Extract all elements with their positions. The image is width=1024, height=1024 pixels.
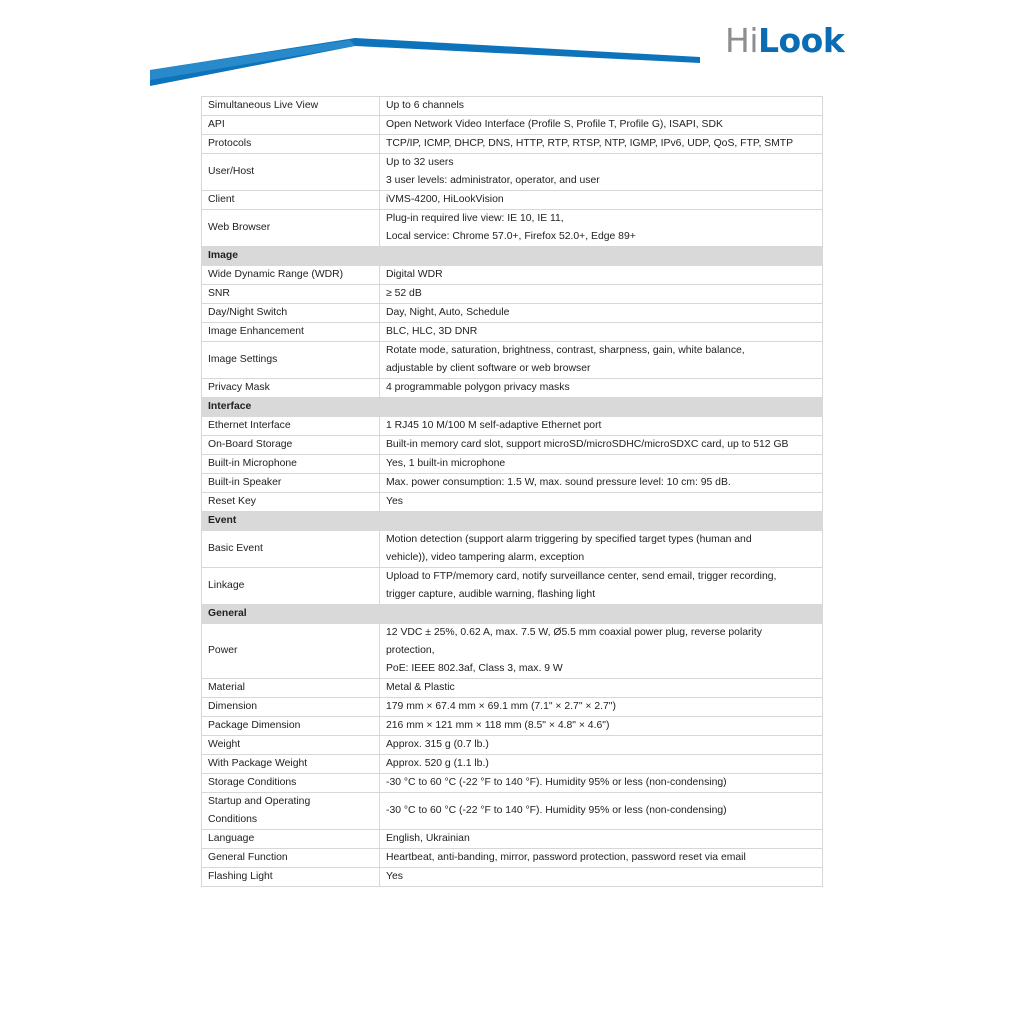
spec-label xyxy=(202,474,380,493)
spec-row xyxy=(202,830,823,849)
spec-row xyxy=(202,531,823,568)
spec-value xyxy=(380,304,823,323)
spec-value xyxy=(380,455,823,474)
spec-label-line: User/Host xyxy=(208,166,255,177)
spec-value xyxy=(380,717,823,736)
spec-label xyxy=(202,191,380,210)
spec-row xyxy=(202,379,823,398)
spec-value xyxy=(380,568,823,605)
spec-row xyxy=(202,285,823,304)
section-title-text: Event xyxy=(208,515,237,526)
specification-table xyxy=(201,96,823,887)
spec-value xyxy=(380,493,823,512)
spec-row xyxy=(202,97,823,116)
spec-value xyxy=(380,531,823,568)
spec-value-line: Local service: Chrome 57.0+, Firefox 52.0+, Edge 89+ xyxy=(386,231,636,242)
spec-label-line: Power xyxy=(208,645,238,656)
spec-row xyxy=(202,568,823,605)
spec-label xyxy=(202,210,380,247)
spec-value xyxy=(380,210,823,247)
spec-row xyxy=(202,135,823,154)
spec-value-line: -30 °C to 60 °C (-22 °F to 140 °F). Humidity 95% or less (non-condensing) xyxy=(386,805,727,816)
spec-value-line: trigger capture, audible warning, flashing light xyxy=(386,589,596,600)
section-title xyxy=(202,512,823,531)
spec-label-line: General Function xyxy=(208,852,288,863)
spec-label xyxy=(202,736,380,755)
spec-value xyxy=(380,755,823,774)
spec-row xyxy=(202,116,823,135)
spec-value-line: Up to 32 users xyxy=(386,157,454,168)
spec-label-line: Client xyxy=(208,194,235,205)
spec-value-line: PoE: IEEE 802.3af, Class 3, max. 9 W xyxy=(386,663,563,674)
spec-value-line: Approx. 315 g (0.7 lb.) xyxy=(386,739,489,750)
spec-label-line: Flashing Light xyxy=(208,871,273,882)
spec-value xyxy=(380,154,823,191)
spec-label-line: API xyxy=(208,119,225,130)
logo-text-hi: Hi xyxy=(725,21,758,60)
section-header-row xyxy=(202,605,823,624)
section-title-text: Interface xyxy=(208,401,252,412)
spec-value-line: Rotate mode, saturation, brightness, contrast, sharpness, gain, white balance, xyxy=(386,345,745,356)
spec-value-line: Built-in memory card slot, support microSD/microSDHC/microSDXC card, up to 512 GB xyxy=(386,439,789,450)
spec-value xyxy=(380,849,823,868)
spec-label xyxy=(202,135,380,154)
spec-value-line: Day, Night, Auto, Schedule xyxy=(386,307,510,318)
spec-row xyxy=(202,455,823,474)
spec-value-line: 179 mm × 67.4 mm × 69.1 mm (7.1" × 2.7" × 2.7") xyxy=(386,701,616,712)
spec-label xyxy=(202,116,380,135)
spec-value-line: Plug-in required live view: IE 10, IE 11, xyxy=(386,213,564,224)
spec-label xyxy=(202,849,380,868)
spec-label xyxy=(202,830,380,849)
spec-label-line: With Package Weight xyxy=(208,758,308,769)
spec-label-line: Storage Conditions xyxy=(208,777,297,788)
section-title xyxy=(202,605,823,624)
spec-value-line: 216 mm × 121 mm × 118 mm (8.5" × 4.8" × 4.6") xyxy=(386,720,610,731)
spec-value-line: protection, xyxy=(386,645,435,656)
spec-label xyxy=(202,455,380,474)
spec-label-line: Conditions xyxy=(208,814,258,825)
spec-label xyxy=(202,379,380,398)
spec-label xyxy=(202,624,380,679)
spec-row xyxy=(202,154,823,191)
spec-row xyxy=(202,717,823,736)
spec-label-line: Built-in Microphone xyxy=(208,458,297,469)
spec-value-line: Motion detection (support alarm triggering by specified target types (human and xyxy=(386,534,752,545)
spec-label-line: Image Enhancement xyxy=(208,326,304,337)
spec-label xyxy=(202,717,380,736)
spec-label xyxy=(202,154,380,191)
spec-value xyxy=(380,624,823,679)
spec-value-line: 4 programmable polygon privacy masks xyxy=(386,382,570,393)
header-swoosh-graphic xyxy=(0,0,720,90)
spec-value-line: vehicle)), video tampering alarm, exception xyxy=(386,552,585,563)
spec-value-line: Upload to FTP/memory card, notify surveillance center, send email, trigger recording, xyxy=(386,571,777,582)
spec-label xyxy=(202,436,380,455)
spec-label-line: SNR xyxy=(208,288,230,299)
spec-row xyxy=(202,755,823,774)
spec-label xyxy=(202,266,380,285)
spec-label xyxy=(202,755,380,774)
spec-value xyxy=(380,285,823,304)
spec-value-line: Up to 6 channels xyxy=(386,100,464,111)
spec-row xyxy=(202,266,823,285)
spec-row xyxy=(202,698,823,717)
spec-value-line: Metal & Plastic xyxy=(386,682,455,693)
logo-text-look: Look xyxy=(757,21,845,60)
spec-value xyxy=(380,342,823,379)
spec-row xyxy=(202,736,823,755)
spec-value-line: BLC, HLC, 3D DNR xyxy=(386,326,478,337)
spec-label-line: On-Board Storage xyxy=(208,439,293,450)
spec-row xyxy=(202,868,823,887)
spec-label xyxy=(202,342,380,379)
section-title xyxy=(202,398,823,417)
spec-value-line: Open Network Video Interface (Profile S, Profile T, Profile G), ISAPI, SDK xyxy=(386,119,723,130)
spec-row xyxy=(202,679,823,698)
spec-value xyxy=(380,417,823,436)
spec-label-line: Linkage xyxy=(208,580,245,591)
spec-label-line: Wide Dynamic Range (WDR) xyxy=(208,269,344,280)
spec-value xyxy=(380,830,823,849)
spec-label-line: Image Settings xyxy=(208,354,278,365)
spec-label xyxy=(202,568,380,605)
spec-label-line: Built-in Speaker xyxy=(208,477,282,488)
spec-value-line: Yes, 1 built-in microphone xyxy=(386,458,506,469)
spec-label-line: Material xyxy=(208,682,245,693)
spec-label-line: Day/Night Switch xyxy=(208,307,288,318)
spec-value-line: -30 °C to 60 °C (-22 °F to 140 °F). Humidity 95% or less (non-condensing) xyxy=(386,777,727,788)
spec-label xyxy=(202,679,380,698)
spec-row xyxy=(202,210,823,247)
spec-value-line: Approx. 520 g (1.1 lb.) xyxy=(386,758,489,769)
spec-value xyxy=(380,379,823,398)
section-header-row xyxy=(202,398,823,417)
spec-value-line: Yes xyxy=(386,871,403,882)
spec-value-line: iVMS-4200, HiLookVision xyxy=(386,194,504,205)
hilook-logo xyxy=(725,21,845,60)
spec-value-line: Max. power consumption: 1.5 W, max. sound pressure level: 10 cm: 95 dB. xyxy=(386,477,731,488)
spec-value xyxy=(380,793,823,830)
spec-label xyxy=(202,323,380,342)
spec-label-line: Package Dimension xyxy=(208,720,301,731)
spec-row xyxy=(202,849,823,868)
spec-row xyxy=(202,304,823,323)
spec-value xyxy=(380,436,823,455)
section-title xyxy=(202,247,823,266)
spec-row xyxy=(202,774,823,793)
section-title-text: General xyxy=(208,608,247,619)
section-header-row xyxy=(202,512,823,531)
spec-row xyxy=(202,342,823,379)
spec-label-line: Basic Event xyxy=(208,543,263,554)
spec-value-line: 3 user levels: administrator, operator, and user xyxy=(386,175,600,186)
spec-row xyxy=(202,417,823,436)
spec-value xyxy=(380,868,823,887)
spec-label-line: Dimension xyxy=(208,701,258,712)
spec-value xyxy=(380,679,823,698)
spec-value xyxy=(380,135,823,154)
spec-label-line: Privacy Mask xyxy=(208,382,270,393)
spec-label xyxy=(202,97,380,116)
spec-label xyxy=(202,417,380,436)
spec-value-line: Heartbeat, anti-banding, mirror, password protection, password reset via email xyxy=(386,852,746,863)
spec-value xyxy=(380,191,823,210)
spec-label-line: Reset Key xyxy=(208,496,256,507)
spec-value-line: ≥ 52 dB xyxy=(386,288,422,299)
spec-label xyxy=(202,304,380,323)
spec-row xyxy=(202,624,823,679)
spec-value xyxy=(380,266,823,285)
spec-row xyxy=(202,493,823,512)
section-title-text: Image xyxy=(208,250,239,261)
spec-value xyxy=(380,116,823,135)
spec-row xyxy=(202,191,823,210)
spec-row xyxy=(202,474,823,493)
spec-label xyxy=(202,285,380,304)
spec-label-line: Weight xyxy=(208,739,241,750)
spec-label-line: Startup and Operating xyxy=(208,796,311,807)
spec-label-line: Web Browser xyxy=(208,222,271,233)
spec-value xyxy=(380,698,823,717)
spec-label-line: Language xyxy=(208,833,255,844)
spec-value-line: English, Ukrainian xyxy=(386,833,470,844)
spec-label-line: Ethernet Interface xyxy=(208,420,291,431)
spec-value-line: 12 VDC ± 25%, 0.62 A, max. 7.5 W, Ø5.5 mm coaxial power plug, reverse polarity xyxy=(386,627,762,638)
spec-label xyxy=(202,774,380,793)
spec-value xyxy=(380,736,823,755)
spec-value xyxy=(380,474,823,493)
spec-row xyxy=(202,793,823,830)
spec-label xyxy=(202,531,380,568)
spec-value-line: adjustable by client software or web browser xyxy=(386,363,591,374)
spec-row xyxy=(202,323,823,342)
spec-row xyxy=(202,436,823,455)
spec-value-line: Yes xyxy=(386,496,403,507)
spec-label xyxy=(202,698,380,717)
spec-value xyxy=(380,774,823,793)
specification-table-body xyxy=(202,97,823,887)
spec-label xyxy=(202,793,380,830)
section-header-row xyxy=(202,247,823,266)
spec-label xyxy=(202,868,380,887)
spec-value-line: 1 RJ45 10 M/100 M self-adaptive Ethernet port xyxy=(386,420,602,431)
spec-label-line: Protocols xyxy=(208,138,252,149)
spec-value-line: Digital WDR xyxy=(386,269,443,280)
spec-value-line: TCP/IP, ICMP, DHCP, DNS, HTTP, RTP, RTSP, NTP, IGMP, IPv6, UDP, QoS, FTP, SMTP xyxy=(386,138,794,149)
spec-label-line: Simultaneous Live View xyxy=(208,100,319,111)
spec-value xyxy=(380,97,823,116)
spec-label xyxy=(202,493,380,512)
spec-value xyxy=(380,323,823,342)
